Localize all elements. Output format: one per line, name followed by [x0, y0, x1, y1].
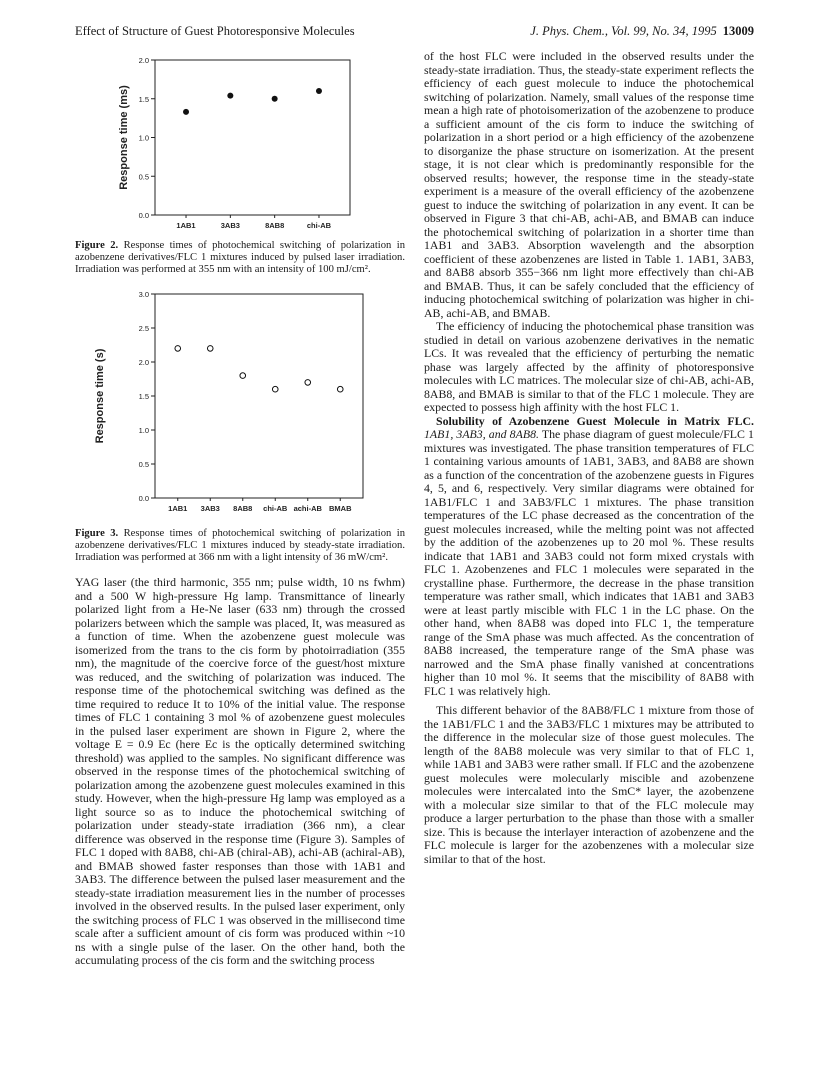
- fig2-data-point: [316, 88, 322, 94]
- fig2-data-point: [272, 96, 278, 102]
- figure-2: [75, 50, 405, 240]
- figure-3: [75, 284, 405, 528]
- fig3-ytick-label: 1.5: [138, 392, 149, 401]
- fig2-plot-frame: [155, 60, 350, 215]
- body-text-left: YAG laser (the third harmonic, 355 nm; pulse width, 10 ns fwhm) and a 500 W high-pressure Hg lamp. Transmittance of linearly polarized light from a He-Ne laser (633 nm) through the crossed polarizers between which the sample was placed, It, was measured as a function of time. When the azobenzene guest molecule was isomerized from the trans to the cis form by photoirradiation (355 nm), the magnitude of the coercive force of the guest/host mixture was reduced, and the switching of polarization was induced. The response time of the photochemical switching was defined as the time required to reduce It to 10% of the initial value. The response times of FLC 1 containing 3 mol % of azobenzene guest molecules in the pulsed laser experiment are shown in Figure 2, where the voltage E = 0.9 Ec (here Ec is the optically determined switching threshold) was applied to the samples. No significant difference was observed in the response times of the photochemical switching of polarization among the azobenzene guest molecules examined in this study. However, when the high-pressure Hg lamp was employed as a light source so as to induce the photochemical switching of polarization under steady-state irradiation (366 nm), a clear difference was observed in the response time (Figure 3). Samples of FLC 1 doped with 8AB8, chi-AB (chiral-AB), achi-AB (achiral-AB), and BMAB showed faster responses than those with 1AB1 and 3AB3. The difference between the pulsed laser measurement and the steady-state irradiation measurement lies in the number of processes involved in the observed results. In the pulsed laser experiment, only the switching process of FLC 1 was observed in the millisecond time scale after a sufficient amount of cis form was produced within ~10 ns with a single pulse of the laser. On the other hand, both the accumulating process of the cis form and the switching process: [75, 575, 405, 967]
- fig3-xtick-label: chi-AB: [263, 504, 288, 513]
- fig3-ytick-label: 0.5: [138, 460, 149, 469]
- paragraph-1: of the host FLC were included in the observed results under the steady-state irradiation. Thus, the steady-state experiment reflects the efficiency of each guest molecule to induce the photochemical switching of polarization. Namely, small values of the response time mean a high rate of photoisomerization of the azobenzene to produce a sufficient amount of the cis form to induce the switching of polarization in a short period or a high efficiency of the azobenzene to disorganize the phase structure on isomerization. At the present stage, it is not clear which is predominantly responsible for the observed results; however, the response time in the steady-state experiment is a measure of the overall efficiency of the azobenzene guest to induce the switching of polarization in any event. It can be observed in Figure 3 that chi-AB, achi-AB, and BMAB can induce the photochemical switching of polarization in a shorter time than 1AB1 and 3AB3. Absorption wavelength and the absorption coefficient of these azobenzenes are listed in Table 1. 1AB1, 3AB3, and 8AB8 absorb 355−366 nm light more effectively than chi-AB and BMAB. Thus, it can be safely concluded that the efficiency of inducing photochemical switching of polarization was higher in chi-AB, achi-AB, and BMAB.: [424, 49, 754, 320]
- fig2-xtick-label: chi-AB: [306, 221, 332, 230]
- left-column: [75, 50, 405, 968]
- fig3-ytick-label: 2.5: [138, 324, 149, 333]
- figure-3-label: Figure 3.: [75, 528, 119, 539]
- fig2-ytick-label: 0.5: [138, 172, 149, 182]
- fig2-data-point: [183, 109, 189, 115]
- fig2-xtick-label: 3AB3: [220, 221, 240, 230]
- fig3-plot-frame: [155, 294, 363, 498]
- fig3-xtick-label: 8AB8: [233, 504, 253, 513]
- fig3-ytick-label: 1.0: [138, 426, 149, 435]
- running-header-journal: [530, 24, 754, 39]
- fig2-xtick-label: 1AB1: [176, 221, 196, 230]
- fig3-data-point: [272, 386, 278, 392]
- fig2-ytick-label: 1.5: [138, 94, 149, 104]
- fig3-ytick-label: 0.0: [138, 494, 149, 503]
- journal-citation: J. Phys. Chem., Vol. 99, No. 34, 1995: [530, 24, 717, 38]
- fig3-data-point: [240, 373, 246, 379]
- fig3-xtick-label: 3AB3: [200, 504, 220, 513]
- fig3-data-point: [175, 346, 181, 352]
- figure-2-caption-text: Response times of photochemical switching of polarization in azobenzene derivatives/FLC 1 mixtures induced by pulsed laser irradiation. Irradiation was performed at 355 nm with an intensity of 100 mJ/cm².: [75, 240, 405, 275]
- figure-3-caption: [75, 528, 405, 564]
- fig2-ytick-label: 2.0: [138, 56, 149, 65]
- fig2-ylabel: Response time (ms): [118, 85, 130, 190]
- fig3-data-point: [305, 380, 311, 386]
- paragraph-4: This different behavior of the 8AB8/FLC 1 mixture from those of the 1AB1/FLC 1 and the 3AB3/FLC 1 mixtures may be attributed to the difference in the molecular size of those guest molecules. The length of the 8AB8 molecule was very similar to that of FLC 1, while 1AB1 and 3AB3 were rather small. If FLC and the azobenzene guest molecules were molecularly miscible and azobenzene molecules were intercalated into the SmC* layer, the azobenzene with a molecular size similar to that of the FLC molecule may produce a larger perturbation to the phase than those with a smaller size. This is because the interlayer interaction of azobenzene and the FLC molecule is larger for the azobenzenes with a molecular size similar to that of the host.: [424, 703, 754, 866]
- paragraph-2: The efficiency of inducing the photochemical phase transition was studied in detail on various azobenzene derivatives in the nematic LCs. It was revealed that the efficiency of perturbing the nematic phase was largely affected by the affinity of photoresponsive molecules with LC matrices. The molecular size of chi-AB, achi-AB, 8AB8, and BMAB is similar to that of the FLC 1 molecule. They are expected to possess high affinity with the host FLC 1.: [424, 319, 754, 414]
- fig3-xtick-label: BMAB: [329, 504, 352, 513]
- paragraph-3: [424, 415, 754, 699]
- fig3-data-point: [337, 386, 343, 392]
- fig3-data-point: [207, 346, 213, 352]
- figure-3-caption-text: Response times of photochemical switching of polarization in azobenzene derivatives/FLC 1 mixtures induced by steady-state irradiation. Irradiation was performed at 366 nm with a light intensity of 36 mW/cm².: [75, 528, 405, 563]
- right-column: [424, 50, 754, 866]
- figure-2-caption: [75, 240, 405, 276]
- page-number: 13009: [722, 24, 754, 38]
- section-heading-solubility: Solubility of Azobenzene Guest Molecule in Matrix FLC.: [436, 413, 754, 428]
- fig3-ylabel: Response time (s): [94, 348, 106, 444]
- figure-2-chart: [75, 50, 405, 240]
- paragraph-3-text: The phase diagram of guest molecule/FLC 1 mixtures was investigated. The phase transition temperatures of FLC 1 containing various amounts of 1AB1, 3AB3, and 8AB8 are shown as a function of the concentration of the azobenzene guests in Figures 4, 5, and 6, respectively. Very similar diagrams were obtained for 1AB1/FLC 1 and 3AB3/FLC 1 mixtures. The phase transition temperatures of the LC phase decreased as the concentration of the guest molecules increased, while the melting point was not affected by the addition of the azobenzenes up to 20 mol %. These results indicate that 1AB1 and 3AB3 could not form mixed crystals with FLC 1. Azobenzenes and FLC 1 molecules were separated in the crystalline phase. Furthermore, the decrease in the phase transition temperature was rather small, which indicates that 1AB1 and 3AB3 were at least partly miscible with FLC 1 in the LC phase. On the other hand, when 8AB8 was doped into FLC 1, the temperature range of the SmA phase was much affected. As the concentration of 8AB8 increased, the temperature range of the SmA phase was narrowed and the SmA phase finally vanished at concentrations higher than 10 mol %. It seems that the miscibility of 8AB8 with FLC 1 was relatively high.: [424, 427, 754, 698]
- fig3-xtick-label: achi-AB: [293, 504, 322, 513]
- fig3-ytick-label: 3.0: [138, 290, 149, 299]
- section-subheading: 1AB1, 3AB3, and 8AB8.: [424, 427, 539, 441]
- fig3-ytick-label: 2.0: [138, 358, 149, 367]
- fig2-data-point: [227, 93, 233, 99]
- running-header-title: Effect of Structure of Guest Photoresponsive Molecules: [75, 24, 355, 38]
- fig2-xtick-label: 8AB8: [265, 221, 285, 230]
- fig3-xtick-label: 1AB1: [168, 504, 188, 513]
- fig2-ytick-label: 0.0: [138, 211, 149, 220]
- figure-3-chart: [75, 284, 405, 528]
- fig2-ytick-label: 1.0: [138, 133, 149, 143]
- figure-2-label: Figure 2.: [75, 240, 119, 251]
